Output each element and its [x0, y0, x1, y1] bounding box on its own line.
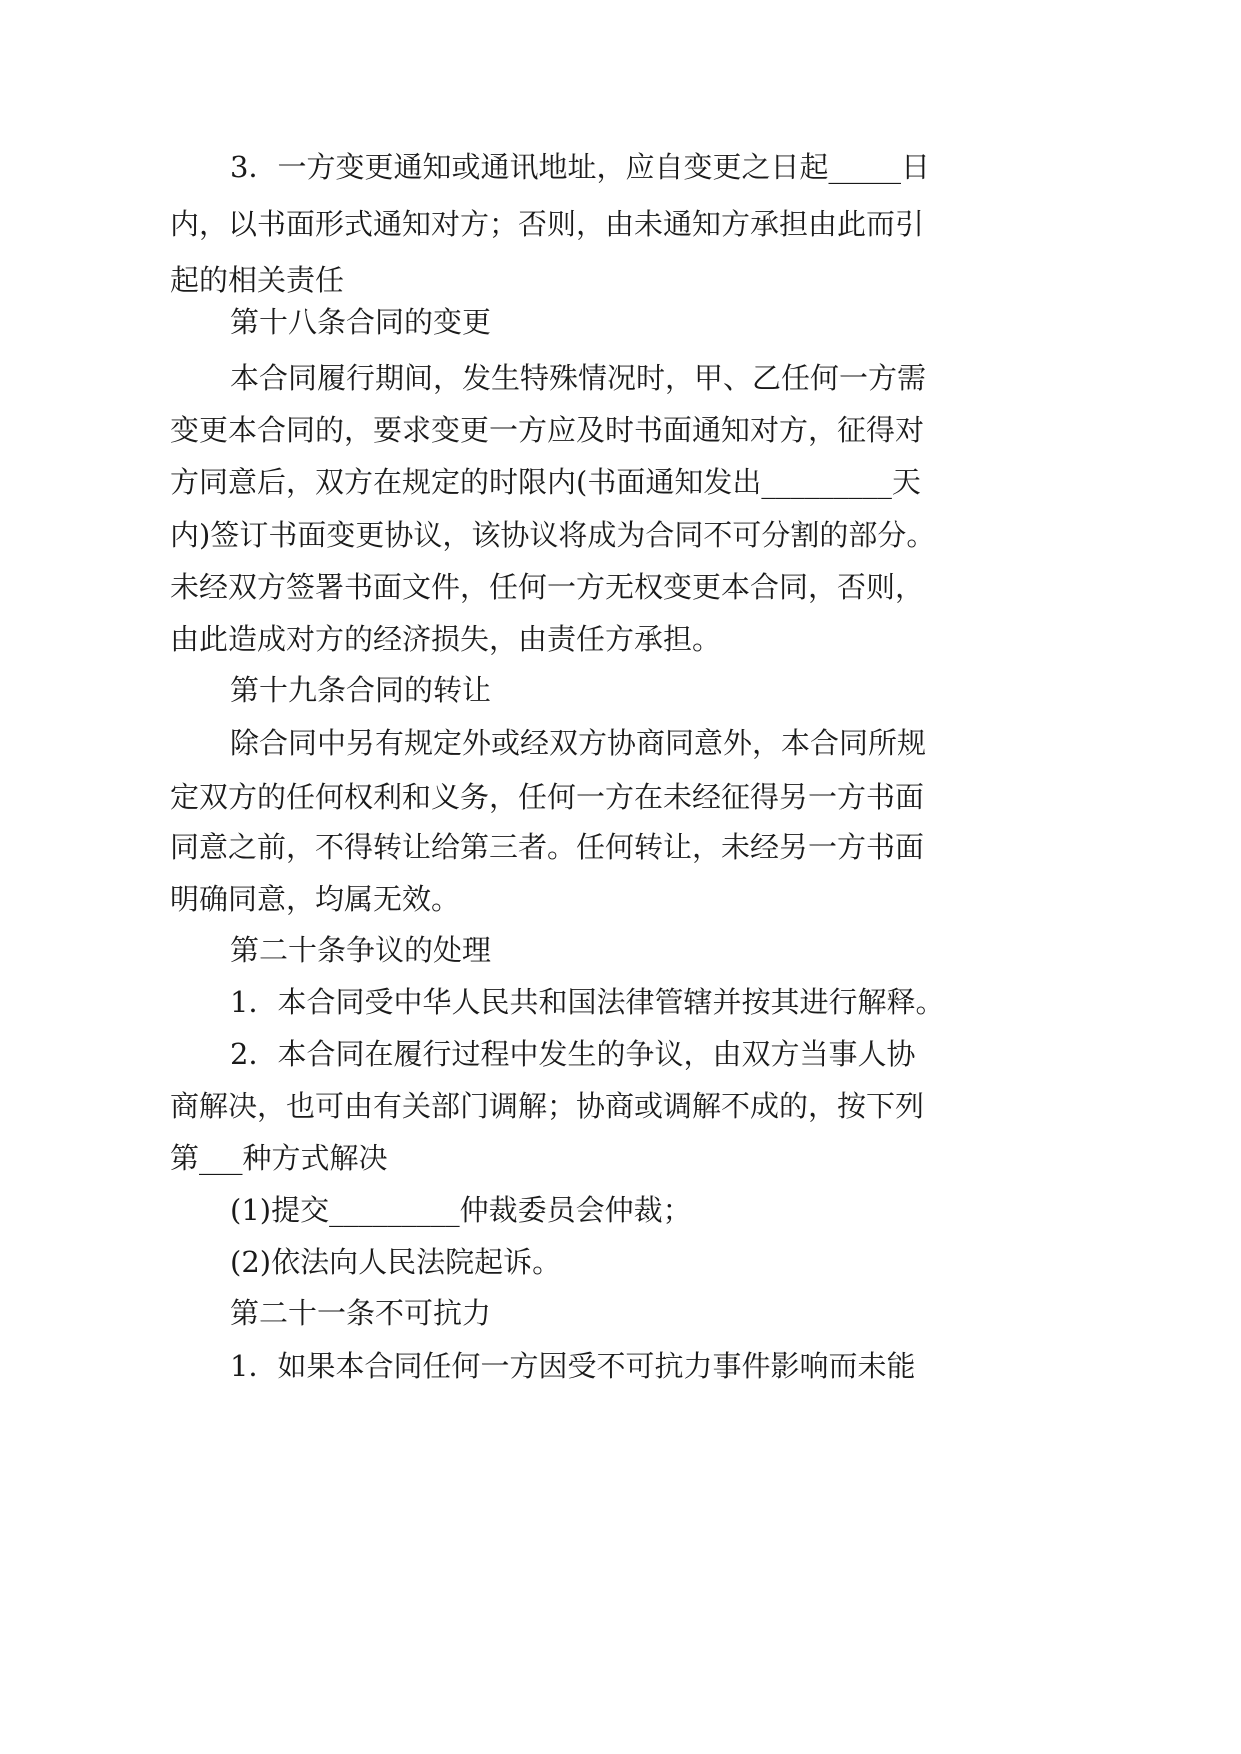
text-line: (2)依法向人民法院起诉。	[230, 1245, 562, 1279]
section-heading: 第二十一条不可抗力	[230, 1296, 492, 1330]
text-line: 除合同中另有规定外或经双方协商同意外，本合同所规	[230, 726, 927, 760]
text-line: (1)提交_________仲裁委员会仲裁；	[230, 1193, 692, 1227]
section-heading: 第二十条争议的处理	[230, 933, 492, 967]
text-line: 未经双方签署书面文件，任何一方无权变更本合同，否则，	[170, 570, 925, 604]
text-line: 定双方的任何权利和义务，任何一方在未经征得另一方书面	[170, 780, 925, 814]
text-line: 内)签订书面变更协议，该协议将成为合同不可分割的部分。	[170, 518, 936, 552]
text-line: 起的相关责任	[170, 263, 345, 297]
text-line: 1．本合同受中华人民共和国法律管辖并按其进行解释。	[230, 985, 945, 1019]
text-line: 1．如果本合同任何一方因受不可抗力事件影响而未能	[230, 1349, 916, 1383]
text-line: 第___种方式解决	[170, 1141, 388, 1175]
section-heading: 第十九条合同的转让	[230, 673, 492, 707]
text-line: 3．一方变更通知或通讯地址，应自变更之日起_____日	[230, 150, 930, 184]
text-line: 本合同履行期间，发生特殊情况时，甲、乙任何一方需	[230, 361, 927, 395]
text-line: 同意之前，不得转让给第三者。任何转让，未经另一方书面	[170, 830, 925, 864]
text-line: 方同意后，双方在规定的时限内(书面通知发出_________天	[170, 465, 921, 499]
section-heading: 第十八条合同的变更	[230, 305, 492, 339]
text-line: 商解决，也可由有关部门调解；协商或调解不成的，按下列	[170, 1089, 925, 1123]
text-line: 由此造成对方的经济损失，由责任方承担。	[170, 622, 722, 656]
text-line: 2．本合同在履行过程中发生的争议，由双方当事人协	[230, 1037, 916, 1071]
text-line: 变更本合同的，要求变更一方应及时书面通知对方，征得对	[170, 413, 925, 447]
text-line: 明确同意，均属无效。	[170, 882, 461, 916]
text-line: 内，以书面形式通知对方；否则，由未通知方承担由此而引	[170, 207, 925, 241]
